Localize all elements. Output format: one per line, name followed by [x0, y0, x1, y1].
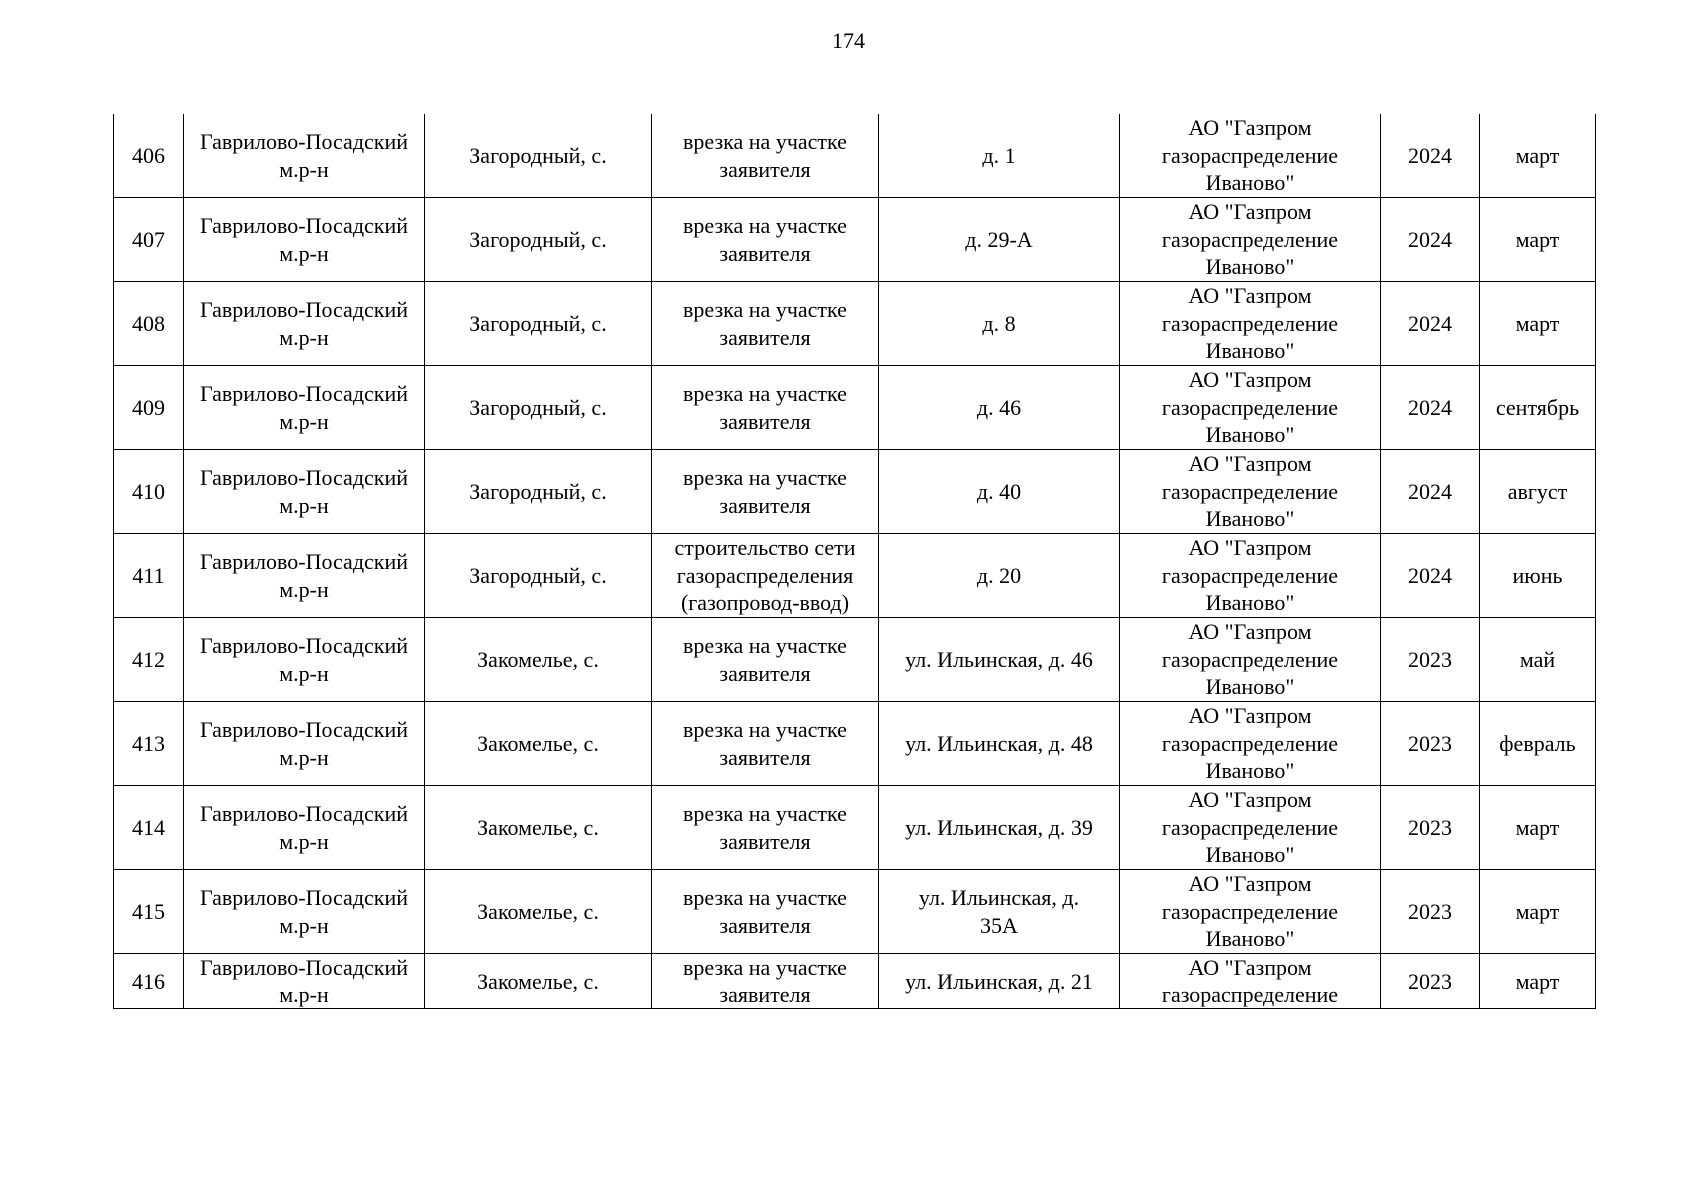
cell-number: 406: [114, 114, 184, 198]
cell-address: ул. Ильинская, д. 39: [879, 786, 1120, 870]
cell-year: 2024: [1381, 366, 1480, 450]
cell-year: 2024: [1381, 198, 1480, 282]
cell-month: март: [1480, 198, 1596, 282]
table-row: [114, 282, 1596, 366]
cell-number: 411: [114, 534, 184, 618]
cell-organization: АО "Газпром газораспределение Иваново": [1120, 366, 1381, 450]
cell-address: д. 8: [879, 282, 1120, 366]
cell-month: сентябрь: [1480, 366, 1596, 450]
cell-number: 409: [114, 366, 184, 450]
cell-work-type: врезка на участке заявителя: [652, 366, 879, 450]
cell-district: Гаврилово-Посадский м.р-н: [184, 954, 425, 1009]
cell-address: ул. Ильинская, д. 35А: [879, 870, 1120, 954]
cell-address: д. 1: [879, 114, 1120, 198]
cell-district: Гаврилово-Посадский м.р-н: [184, 114, 425, 198]
cell-number: 412: [114, 618, 184, 702]
cell-work-type: врезка на участке заявителя: [652, 618, 879, 702]
cell-year: 2024: [1381, 114, 1480, 198]
cell-number: 416: [114, 954, 184, 1009]
cell-work-type: врезка на участке заявителя: [652, 954, 879, 1009]
cell-organization: АО "Газпром газораспределение Иваново": [1120, 282, 1381, 366]
cell-address: д. 46: [879, 366, 1120, 450]
cell-address: д. 29-А: [879, 198, 1120, 282]
cell-year: 2024: [1381, 450, 1480, 534]
cell-number: 407: [114, 198, 184, 282]
table-row: [114, 954, 1596, 1009]
cell-settlement: Закомелье, с.: [425, 702, 652, 786]
cell-month: март: [1480, 870, 1596, 954]
cell-work-type: врезка на участке заявителя: [652, 870, 879, 954]
cell-district: Гаврилово-Посадский м.р-н: [184, 702, 425, 786]
cell-district: Гаврилово-Посадский м.р-н: [184, 198, 425, 282]
table-row: [114, 114, 1596, 198]
cell-address: д. 40: [879, 450, 1120, 534]
cell-month: февраль: [1480, 702, 1596, 786]
cell-district: Гаврилово-Посадский м.р-н: [184, 366, 425, 450]
cell-organization: АО "Газпром газораспределение Иваново": [1120, 870, 1381, 954]
cell-year: 2023: [1381, 702, 1480, 786]
cell-organization: АО "Газпром газораспределение Иваново": [1120, 786, 1381, 870]
cell-number: 415: [114, 870, 184, 954]
cell-month: март: [1480, 282, 1596, 366]
cell-number: 410: [114, 450, 184, 534]
table-row: [114, 786, 1596, 870]
cell-settlement: Загородный, с.: [425, 450, 652, 534]
cell-month: март: [1480, 786, 1596, 870]
cell-month: май: [1480, 618, 1596, 702]
cell-year: 2024: [1381, 534, 1480, 618]
cell-district: Гаврилово-Посадский м.р-н: [184, 534, 425, 618]
cell-settlement: Загородный, с.: [425, 114, 652, 198]
cell-number: 414: [114, 786, 184, 870]
cell-settlement: Загородный, с.: [425, 282, 652, 366]
cell-settlement: Закомелье, с.: [425, 954, 652, 1009]
cell-work-type: врезка на участке заявителя: [652, 282, 879, 366]
cell-address: ул. Ильинская, д. 21: [879, 954, 1120, 1009]
cell-settlement: Закомелье, с.: [425, 618, 652, 702]
cell-work-type: строительство сети газораспределения (газопровод-ввод): [652, 534, 879, 618]
table-row: [114, 366, 1596, 450]
cell-district: Гаврилово-Посадский м.р-н: [184, 618, 425, 702]
cell-year: 2024: [1381, 282, 1480, 366]
cell-month: март: [1480, 114, 1596, 198]
cell-month: март: [1480, 954, 1596, 1009]
cell-organization: АО "Газпром газораспределение Иваново": [1120, 702, 1381, 786]
cell-address: д. 20: [879, 534, 1120, 618]
cell-settlement: Загородный, с.: [425, 198, 652, 282]
cell-year: 2023: [1381, 870, 1480, 954]
cell-work-type: врезка на участке заявителя: [652, 786, 879, 870]
cell-work-type: врезка на участке заявителя: [652, 198, 879, 282]
cell-work-type: врезка на участке заявителя: [652, 114, 879, 198]
table-row: [114, 618, 1596, 702]
cell-settlement: Закомелье, с.: [425, 870, 652, 954]
cell-settlement: Закомелье, с.: [425, 786, 652, 870]
cell-district: Гаврилово-Посадский м.р-н: [184, 786, 425, 870]
table-row: [114, 702, 1596, 786]
cell-settlement: Загородный, с.: [425, 366, 652, 450]
cell-organization: АО "Газпром газораспределение Иваново": [1120, 618, 1381, 702]
cell-number: 408: [114, 282, 184, 366]
cell-organization: АО "Газпром газораспределение: [1120, 954, 1381, 1009]
table-row: [114, 450, 1596, 534]
cell-month: июнь: [1480, 534, 1596, 618]
cell-year: 2023: [1381, 618, 1480, 702]
cell-address: ул. Ильинская, д. 46: [879, 618, 1120, 702]
cell-organization: АО "Газпром газораспределение Иваново": [1120, 450, 1381, 534]
cell-address: ул. Ильинская, д. 48: [879, 702, 1120, 786]
table-row: [114, 534, 1596, 618]
cell-work-type: врезка на участке заявителя: [652, 702, 879, 786]
cell-district: Гаврилово-Посадский м.р-н: [184, 870, 425, 954]
cell-month: август: [1480, 450, 1596, 534]
cell-work-type: врезка на участке заявителя: [652, 450, 879, 534]
cell-organization: АО "Газпром газораспределение Иваново": [1120, 198, 1381, 282]
table-row: [114, 870, 1596, 954]
cell-organization: АО "Газпром газораспределение Иваново": [1120, 114, 1381, 198]
cell-settlement: Загородный, с.: [425, 534, 652, 618]
cell-number: 413: [114, 702, 184, 786]
cell-organization: АО "Газпром газораспределение Иваново": [1120, 534, 1381, 618]
cell-district: Гаврилово-Посадский м.р-н: [184, 450, 425, 534]
cell-district: Гаврилово-Посадский м.р-н: [184, 282, 425, 366]
cell-year: 2023: [1381, 786, 1480, 870]
table-row: [114, 198, 1596, 282]
cell-year: 2023: [1381, 954, 1480, 1009]
data-table: [113, 114, 1596, 1009]
table-body: [114, 114, 1596, 1009]
page-number: 174: [832, 28, 865, 53]
